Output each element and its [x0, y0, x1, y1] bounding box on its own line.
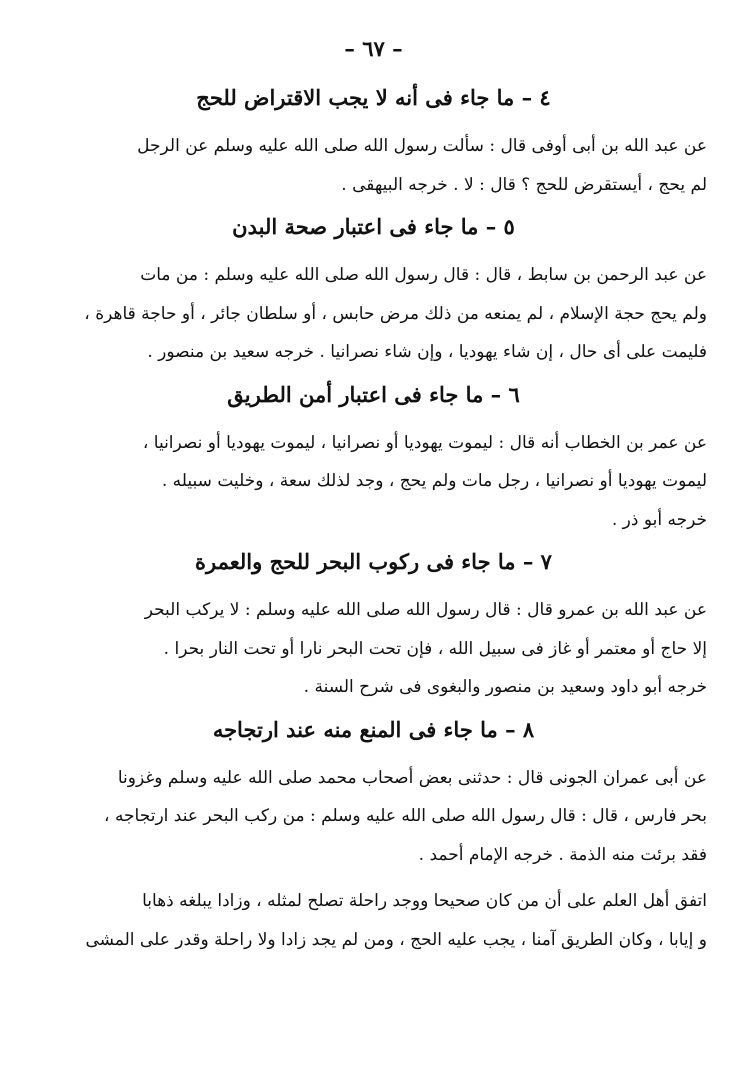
section-heading: ٦ – ما جاء فى اعتبار أمن الطريق [227, 381, 520, 407]
section-text [40, 759, 707, 875]
section-5 [40, 212, 707, 372]
section-text [40, 591, 707, 707]
text-line: خرجه أبو داود وسعيد بن منصور والبغوى فى شرح السنة . [303, 677, 707, 697]
text-line: و إيابا ، وكان الطريق آمنا ، يجب عليه الحج ، ومن لم يجد زادا ولا راحلة وقدر على المشى [85, 929, 707, 950]
section-heading: ٧ – ما جاء فى ركوب البحر للحج والعمرة [195, 549, 552, 574]
text-line: ليموت يهوديا أو نصرانيا ، رجل مات ولم يحج ، وجد لذلك سعة ، وخليت سبيله . [161, 471, 707, 491]
section-6 [40, 380, 707, 540]
text-line: عن عبد الله بن أبى أوفى قال : سألت رسول الله صلى الله عليه وسلم عن الرجل [137, 136, 707, 156]
text-line: إلا حاج أو معتمر أو غاز فى سبيل الله ، فإن تحت البحر نارا أو تحت النار بحرا . [163, 638, 707, 659]
text-line: عن عبد الرحمن بن سابط ، قال : قال رسول الله صلى الله عليه وسلم : من مات [140, 265, 707, 285]
text-line: عن عمر بن الخطاب أنه قال : ليموت يهوديا أو نصرانيا ، ليموت يهوديا أو نصرانيا ، [142, 432, 707, 453]
text-line: ولم يحج حجة الإسلام ، لم يمنعه من ذلك مرض حابس ، أو سلطان جائر ، أو حاجة قاهرة ، [84, 303, 707, 324]
text-line: بحر فارس ، قال : قال رسول الله صلى الله عليه وسلم : من ركب البحر عند ارتجاجه ، [104, 806, 707, 826]
text-line: خرجه أبو ذر . [611, 509, 707, 530]
text-line: اتفق أهل العلم على أن من كان صحيحا ووجد راحلة تصلح لمثله ، وزادا يبلغه ذهابا [142, 891, 707, 911]
section-7 [40, 547, 707, 707]
page-number: – ٦٧ – [344, 36, 403, 61]
closing-paragraph [40, 882, 707, 959]
text-line: عن عبد الله بن عمرو قال : قال رسول الله صلى الله عليه وسلم : لا يركب البحر [144, 600, 707, 620]
section-text [40, 256, 707, 372]
section-4 [40, 83, 707, 204]
section-text [40, 424, 707, 540]
section-heading: ٥ – ما جاء فى اعتبار صحة البدن [232, 214, 515, 239]
text-line: عن أبى عمران الجونى قال : حدثنى بعض أصحاب محمد صلى الله عليه وسلم وغزونا [117, 767, 707, 788]
text-line: فليمت على أى حال ، إن شاء يهوديا ، وإن شاء نصرانيا . خرجه سعيد بن منصور . [147, 342, 707, 362]
text-line: لم يحج ، أيستقرض للحج ؟ قال : لا . خرجه البيهقى . [341, 174, 707, 195]
section-heading: ٨ – ما جاء فى المنع منه عند ارتجاجه [212, 716, 535, 742]
section-heading: ٤ – ما جاء فى أنه لا يجب الاقتراض للحج [196, 85, 551, 110]
text-line: فقد برئت منه الذمة . خرجه الإمام أحمد . [418, 844, 707, 865]
section-8 [40, 715, 707, 875]
section-text [40, 127, 707, 204]
